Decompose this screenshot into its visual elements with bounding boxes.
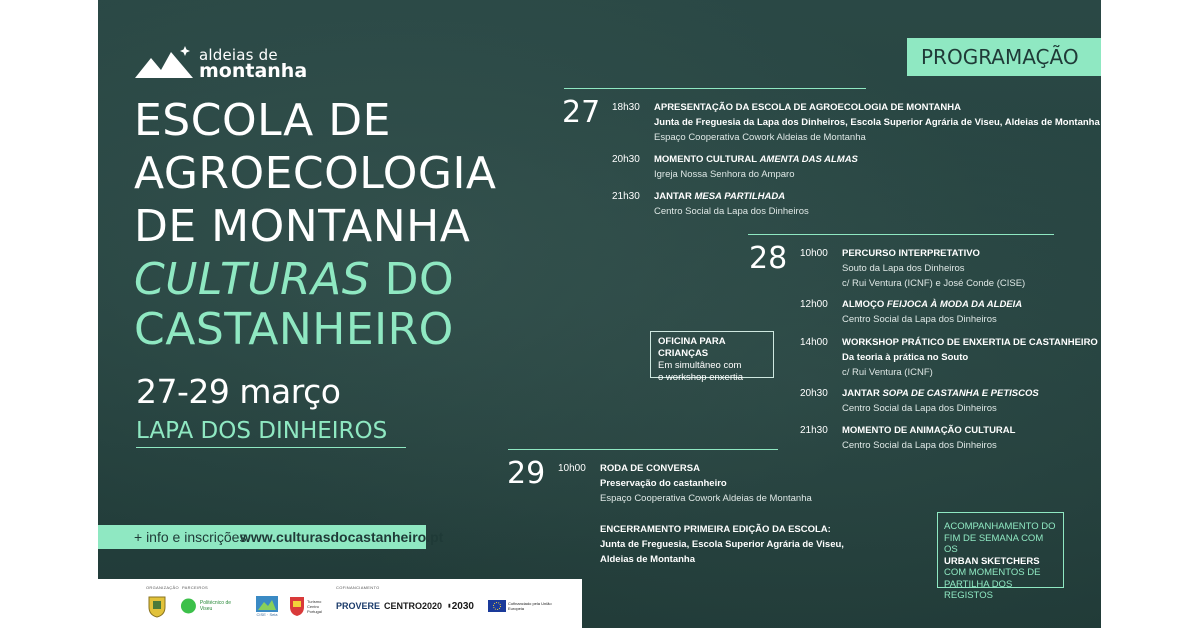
- day27-ev3-title: JANTAR MESA PARTILHADA: [654, 191, 786, 202]
- org-label: ORGANIZAÇÃO: [146, 585, 179, 590]
- event-place: LAPA DOS DINHEIROS: [136, 418, 406, 448]
- closing-l2: Aldeias de Montanha: [600, 554, 696, 565]
- day27-ev3-l1: Centro Social da Lapa dos Dinheiros: [654, 206, 809, 217]
- day29-ev1-l2: Espaço Cooperativa Cowork Aldeias de Montanha: [600, 493, 812, 504]
- day28-ev5-title: MOMENTO DE ANIMAÇÃO CULTURAL: [842, 425, 1016, 436]
- day28-ev2: [842, 297, 1022, 327]
- tcp-logo: [288, 593, 328, 619]
- day27-ev1-l2: Espaço Cooperativa Cowork Aldeias de Montanha: [654, 132, 866, 143]
- day28-ev3-time: 14h00: [800, 337, 828, 348]
- day27-ev2-title: MOMENTO CULTURAL AMENTA DAS ALMAS: [654, 154, 858, 165]
- oficina-l2: o workshop enxertia: [658, 372, 744, 383]
- sponsors-strip: [98, 579, 582, 628]
- eu-text: Cofinanciado pela União Europeia: [508, 601, 552, 611]
- aldeias-de-montanha-logo: [135, 44, 325, 84]
- day28-ev3-l1: Da teoria à prática no Souto: [842, 352, 969, 363]
- event-poster: [98, 0, 1101, 628]
- day27-number: 27: [562, 95, 601, 130]
- day27-ev1: [654, 100, 1100, 145]
- day27-ev1-title: APRESENTAÇÃO DA ESCOLA DE AGROECOLOGIA DE MONTANHA: [654, 102, 961, 113]
- cise-logo: [254, 593, 280, 619]
- portugal2030-logo: ▮ 2030: [447, 600, 474, 612]
- title-line-2: AGROECOLOGIA: [134, 148, 497, 199]
- day28-ev3-l2: c/ Rui Ventura (ICNF): [842, 367, 933, 378]
- p2030-text: 2030: [451, 600, 474, 612]
- day28-ev4: [842, 386, 1039, 416]
- day28-ev5-time: 21h30: [800, 425, 828, 436]
- provere-logo: PROVERE: [336, 601, 381, 611]
- day28-ev3: [842, 335, 1098, 380]
- day27-ev2-l1: Igreja Nossa Senhora do Amparo: [654, 169, 795, 180]
- sketch-l1: ACOMPANHAMENTO DO: [944, 521, 1056, 532]
- cise-text: CISE · Seia: [256, 611, 278, 617]
- closing-title: ENCERRAMENTO PRIMEIRA EDIÇÃO DA ESCOLA:: [600, 524, 831, 535]
- centro2020-logo: CENTRO2020: [383, 601, 443, 611]
- day27-ev2: [654, 152, 858, 182]
- sketch-l5: PARTILHA DOS REGISTOS: [944, 578, 1013, 601]
- title-line-1: ESCOLA DE: [134, 95, 391, 146]
- day28-ev5: [842, 423, 1015, 453]
- day28-ev1-l1: Souto da Lapa dos Dinheiros: [842, 263, 965, 274]
- day29-closing: [600, 522, 844, 567]
- logo-line-1: aldeias de: [199, 46, 278, 64]
- logo-line-2: montanha: [199, 60, 308, 82]
- ipv-logo: [180, 593, 242, 619]
- coat-of-arms-logo: [146, 593, 168, 619]
- info-label: + info e inscrições: [134, 529, 247, 545]
- day27-ev1-time: 18h30: [612, 102, 640, 113]
- day28-ev1-title: PERCURSO INTERPRETATIVO: [842, 248, 980, 259]
- day28-ev4-title: JANTAR SOPA DE CASTANHA E PETISCOS: [842, 388, 1039, 399]
- day28-ev1-l2: c/ Rui Ventura (ICNF) e José Conde (CISE): [842, 278, 1026, 289]
- day29-ev1-l1: Preservação do castanheiro: [600, 478, 727, 489]
- sketch-l3: URBAN SKETCHERS: [944, 555, 1040, 567]
- oficina-title: OFICINA PARA CRIANÇAS: [658, 336, 726, 359]
- website-link[interactable]: www.culturasdocastanheiro.pt: [240, 529, 444, 545]
- day28-ev3-title: WORKSHOP PRÁTICO DE ENXERTIA DE CASTANHEIRO: [842, 337, 1098, 348]
- day29-ev1-time: 10h00: [558, 463, 586, 474]
- mountain-icon: [135, 44, 195, 80]
- subtitle-line-1: CULTURAS DO: [134, 254, 455, 305]
- day27-ev2-time: 20h30: [612, 154, 640, 165]
- cofinance-label: COFINANCIAMENTO: [336, 585, 380, 590]
- day28-ev1-time: 10h00: [800, 248, 828, 259]
- day28-ev4-l1: Centro Social da Lapa dos Dinheiros: [842, 403, 997, 414]
- day29-ev1-title: RODA DE CONVERSA: [600, 463, 700, 474]
- programacao-badge: PROGRAMAÇÃO: [907, 38, 1101, 76]
- subtitle-line-2: CASTANHEIRO: [134, 304, 454, 355]
- oficina-l1: Em simultâneo com: [658, 360, 742, 371]
- day28-ev2-time: 12h00: [800, 299, 828, 310]
- sketch-l4: COM MOMENTOS DE: [944, 567, 1041, 578]
- oficina-box: [650, 331, 774, 383]
- closing-l1: Junta de Freguesia, Escola Superior Agrária de Viseu,: [600, 539, 844, 550]
- event-dates: 27-29 março: [136, 372, 341, 411]
- day29-ev1: [600, 461, 812, 506]
- urban-sketchers-box: [937, 512, 1064, 601]
- tcp-text: Turismo Centro Portugal: [307, 598, 322, 614]
- day28-ev2-l1: Centro Social da Lapa dos Dinheiros: [842, 314, 997, 325]
- day27-rule: [564, 88, 866, 89]
- day28-ev2-title: ALMOÇO FEIJOCA À MODA DA ALDEIA: [842, 299, 1023, 310]
- sketch-l2: FIM DE SEMANA COM OS: [944, 532, 1044, 555]
- day29-rule: [508, 449, 778, 450]
- day29-number: 29: [507, 456, 546, 491]
- day27-ev3-time: 21h30: [612, 191, 640, 202]
- subtitle-italic-word: CULTURAS: [134, 254, 371, 305]
- info-bar[interactable]: [98, 525, 444, 549]
- day28-rule: [748, 234, 1054, 235]
- day28-ev4-time: 20h30: [800, 388, 828, 399]
- ipv-text: Politécnico de Viseu: [199, 600, 232, 612]
- eu-logo: [486, 593, 556, 619]
- title-line-3: DE MONTANHA: [134, 201, 471, 252]
- day28-number: 28: [749, 241, 788, 276]
- day28-ev1: [842, 246, 1025, 291]
- day27-ev1-l1: Junta de Freguesia da Lapa dos Dinheiros, Escola Superior Agrária de Viseu, Aldeias de Montanha: [654, 117, 1100, 128]
- day27-ev3: [654, 189, 809, 219]
- partners-label: PARCEIROS: [182, 585, 208, 590]
- day28-ev5-l1: Centro Social da Lapa dos Dinheiros: [842, 440, 997, 451]
